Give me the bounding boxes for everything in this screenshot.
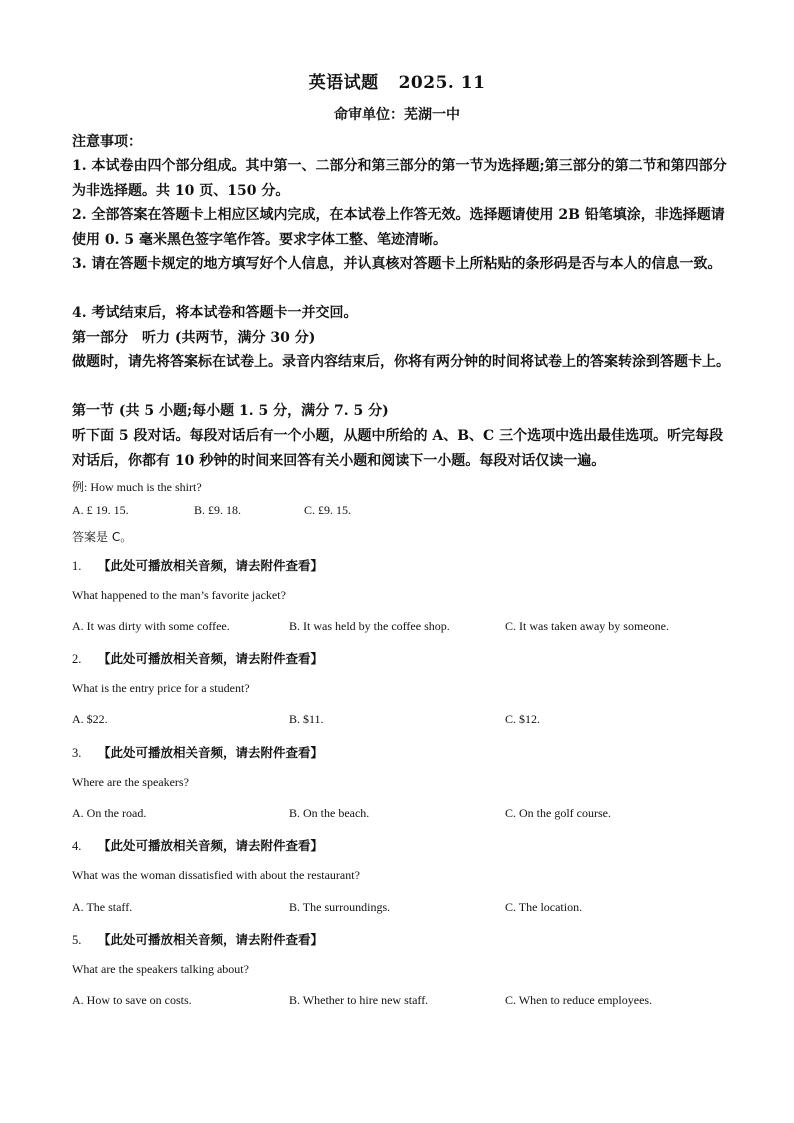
notes-heading: 注意事项： [72, 134, 142, 150]
section1-instruction: 听下面 5 段对话。每段对话后有一个小题，从题中所给的 A、B、C 三个选项中选出最佳选项。听完每段对话后，你都有 10 秒钟的时间来回答有关小题和阅读下一小题。每段对话仅读一遍。 [72, 428, 724, 469]
audio-note-text: 【此处可播放相关音频，请去附件查看】 [98, 745, 324, 760]
question-number: 5. [72, 933, 82, 947]
exam-unit: 命审单位：芜湖一中 [334, 107, 460, 123]
note-item-2: 2. 全部答案在答题卡上相应区域内完成，在本试卷上作答无效。选择题请使用 2B 铅笔填涂，非选择题请使用 0. 5 毫米黑色签字笔作答。要求字体工整、笔迹清晰。 [72, 207, 725, 248]
audio-note-text: 【此处可播放相关音频，请去附件查看】 [98, 838, 324, 853]
note-item-1: 1. 本试卷由四个部分组成。其中第一、二部分和第三部分的第一节为选择题;第三部分的第二节和第四部分为非选择题。共 10 页、150 分。 [72, 158, 727, 199]
page-title [0, 68, 794, 93]
note-item-4: 4. 考试结束后，将本试卷和答题卡一并交回。 [72, 305, 358, 321]
question-5-text: What are the speakers talking about? [72, 962, 249, 976]
note-item-3: 3. 请在答题卡规定的地方填写好个人信息，并认真核对答题卡上所粘贴的条形码是否与本人的信息一致。 [72, 256, 722, 272]
question-3-option-a: A. On the road. [72, 806, 147, 820]
audio-note-2[interactable] [72, 649, 323, 667]
question-2-text: What is the entry price for a student? [72, 681, 250, 695]
audio-note-text: 【此处可播放相关音频，请去附件查看】 [98, 932, 324, 947]
part1-heading: 第一部分 听力 (共两节，满分 30 分) [72, 330, 316, 346]
audio-note-5[interactable] [72, 930, 323, 948]
question-number: 4. [72, 839, 82, 853]
audio-note-1[interactable] [72, 556, 323, 574]
question-2-option-a: A. $22. [72, 712, 108, 726]
part1-instruction: 做题时，请先将答案标在试卷上。录音内容结束后，你将有两分钟的时间将试卷上的答案转涂到答题卡上。 [72, 354, 730, 370]
question-number: 2. [72, 652, 82, 666]
question-number: 1. [72, 559, 82, 573]
exam-date: 2025. 11 [398, 73, 486, 93]
question-4-text: What was the woman dissatisfied with about the restaurant? [72, 868, 360, 882]
question-number: 3. [72, 746, 82, 760]
question-4-option-a: A. The staff. [72, 900, 133, 914]
exam-title: 英语试题 [308, 73, 379, 93]
question-5-option-c: C. When to reduce employees. [505, 993, 653, 1007]
question-2-option-c: C. $12. [505, 712, 541, 726]
audio-note-text: 【此处可播放相关音频，请去附件查看】 [98, 651, 324, 666]
question-1-option-b: B. It was held by the coffee shop. [289, 619, 450, 633]
question-5-option-b: B. Whether to hire new staff. [289, 993, 429, 1007]
question-3-text: Where are the speakers? [72, 775, 189, 789]
question-3-option-b: B. On the beach. [289, 806, 370, 820]
question-2-option-b: B. $11. [289, 712, 324, 726]
example-option-b: B. £9. 18. [194, 503, 242, 517]
example-question: 例: How much is the shirt? [72, 480, 202, 494]
question-1-option-c: C. It was taken away by someone. [505, 619, 669, 633]
question-5-option-a: A. How to save on costs. [72, 993, 192, 1007]
audio-note-text: 【此处可播放相关音频，请去附件查看】 [98, 558, 324, 573]
question-3-option-c: C. On the golf course. [505, 806, 611, 820]
question-4-option-b: B. The surroundings. [289, 900, 391, 914]
audio-note-3[interactable] [72, 743, 323, 761]
question-4-option-c: C. The location. [505, 900, 583, 914]
audio-note-4[interactable] [72, 836, 323, 854]
section1-heading: 第一节 (共 5 小题;每小题 1. 5 分，满分 7. 5 分) [72, 403, 389, 419]
example-answer: 答案是 C。 [72, 530, 133, 544]
example-option-a: A. £ 19. 15. [72, 503, 129, 517]
question-1-text: What happened to the man’s favorite jacket? [72, 588, 286, 602]
question-1-option-a: A. It was dirty with some coffee. [72, 619, 230, 633]
example-option-c: C. £9. 15. [304, 503, 352, 517]
